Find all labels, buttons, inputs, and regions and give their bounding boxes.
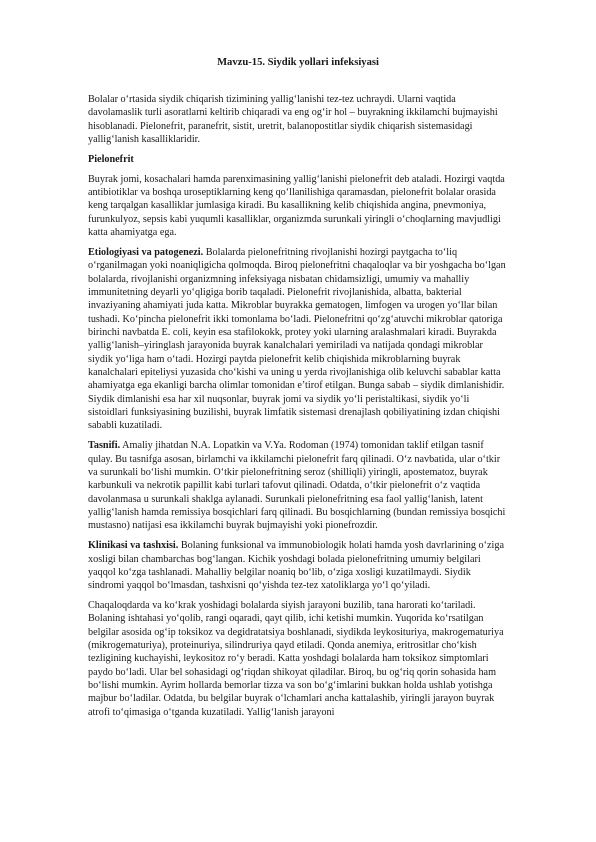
clinic-text: Bolaning funksional va immunobiologik holati hamda yosh davrlarining o‘ziga xosligi bilan chambarchas bog‘langan. Kichik yoshdagi bolada pielonefritning umumiy belgilari yaqqol ko‘zga tashlanadi. Mahalliy belgilar noaniq bo‘lib, o‘ziga xosligi kuzatilmaydi. Siydik sindromi yaqqol bo‘lmasdan, tashxisni qo‘yishda tez-tez xatoliklarga yo‘l qo‘yiladi. [88, 540, 504, 592]
intro-paragraph: Bolalar oʻrtasida siydik chiqarish tizimining yallig‘lanishi tez-tez uchraydi. Ularni vaqtida davolamaslik turli asoratlarni keltirib chiqaradi va eng og‘ir hol – buyrakning ikkilamchi bujmayishi hisoblanadi. Pielonefrit, paranefrit, sistit, uretrit, balanopostitlar siydik chiqarish sistemasidagi yallig‘lanish kasalliklaridir. [88, 94, 498, 146]
etiology-paragraph [88, 246, 508, 433]
clinic-lead: Klinikasi va tashxisi. [88, 540, 179, 552]
classification-lead: Tasnifi. [88, 440, 121, 452]
pielonefrit-paragraph: Buyrak jomi, kosachalari hamda parenximasining yallig‘lanishi pielonefrit deb ataladi. Hozirgi vaqtda antibiotiklar va boshqa uroseptiklarning keng qo‘llanilishiga qaramasdan, pielonefrit bolalar orasida keng tarqalgan kasalliklar jumlasiga kiradi. Bu kasallikning kelib chiqishida angina, pnevmoniya, furunkulyoz, sepsis kabi yuqumli kasalliklar, organizmda surunkali yiringli o‘choqlarning mavjudligi katta ahamiyatga ega. [88, 173, 505, 239]
document-page [88, 56, 508, 836]
clinic-paragraph [88, 539, 508, 592]
etiology-lead: Etiologiyasi va patogenezi. [88, 246, 204, 258]
classification-paragraph [88, 439, 508, 532]
infants-paragraph: Chaqaloqdarda va ko‘krak yoshidagi bolalarda siyish jarayoni buzilib, tana harorati ko‘tariladi. Bolaning ishtahasi yo‘qolib, rangi oqaradi, qayt qilib, ichi ketishi mumkin. Yuqorida ko‘rsatilgan belgilar asosida og‘ip toksikoz va degidratatsiya boshlanadi, siydikda leykosituriya, makrogematuriya (mikrogematuriya), proteinuriya, silindruriya qayd etiladi. Qonda anemiya, eritrositlar cho‘kish tezligining kuchayishi, leykositoz ro‘y beradi. Katta yoshdagi bolalarda ham toksikoz simptomlari paydo bo‘ladi. Ular bel sohasidagi og‘riqdan shikoyat qiladilar. Biroq, bu og‘riq qorin sohasida ham bo‘lishi mumkin. Ayrim hollarda bemorlar tizza va son bo‘g‘imlarini bukkan holda ushlab yotishga majbur bo‘ladilar. Odatda, bu belgilar buyrak o‘lchamlari ancha kattalashib, yiringli jarayon buyrak atrofi to‘qimasiga o‘tganda kuzatiladi. Yallig‘lanish jarayoni [88, 600, 504, 718]
page-title: Mavzu-15. Siydik yollari infeksiyasi [217, 57, 379, 68]
etiology-text: Bolalarda pielonefritning rivojlanishi hozirgi paytgacha to‘liq o‘rganilmagan yoki noaniqligicha qolmoqda. Biroq pielonefritni chaqaloqlar va bir yoshgacha bo‘lgan bolalarda, rivojlanishi organizmning infeksiyaga nisbatan chidamsizligi, umumiy va mahalliy immunitetning deyarli yo‘qligiga borib taqaladi. Pielonefrit rivojlanishida, albatta, bakterial invaziyaning ahamiyati juda katta. Mikroblar buyrakka gematogen, limfogen va urogen yo‘llar bilan tushadi. Ko‘pincha pielonefrit ikki tomonlama bo‘ladi. Pielonefritni qo‘zg‘atuvchi mikroblar qatoriga birinchi navbatda E. coli, keyin esa stafilokokk, protey yoki ularning aralashmalari kiradi. Buyrakda yallig‘lanish–yiringlash jarayonida buyrak kanalchalari yemiriladi va natijada qondagi mikroblar siydik yo‘liga ham o‘tadi. Hozirgi paytda pielonefrit kelib chiqishida mikroblarning buyrak kanalchalari epiteliysi yuzasida cho‘kishi va uning u yerda rivojlanishiga olib keluvchi sabablar katta ahamiyatga ega ekanligi barcha olimlar tomonidan e’tirof etilgan. Bunga sabab – siydik dimlanishidir. Siydik dimlanishi esa har xil nuqsonlar, buyrak jomi va siydik yo‘li peristaltikasi, siydik yo‘li sistoidlari funksiyasining buzilishi, buyrak limfatik sistemasi drenajlash qobiliyatining izdan chiqishi sababli kuzatiladi. [88, 246, 506, 432]
classification-text: Amaliy jihatdan N.A. Lopatkin va V.Ya. Rodoman (1974) tomonidan taklif etilgan tasnif qulay. Bu tasnifga asosan, birlamchi va ikkilamchi pielonefrit farq qilinadi. O‘z navbatida, ular o‘tkir va surunkali bo‘lishi mumkin. O‘tkir pielonefritning seroz (shilliqli) yiringli, apostematoz, buyrak karbunkuli va nekrotik papillit kabi turlari tafovut qilinadi. Odatda, o‘tkir pielonefrit o‘z vaqtida davolanmasa u surunkali shaklga aylanadi. Surunkali pielonefritning esa faol yallig‘lanish, latent yallig‘lanish hamda remissiya bosqichlari farq qilinadi. Bu bosqichlarning (bundan remissiya bosqichi mustasno) natijasi esa ikkilamchi buyrak bujmayishi yoki pionefrozdir. [88, 440, 506, 532]
section-heading-pielonefrit: Pielonefrit [88, 153, 134, 165]
